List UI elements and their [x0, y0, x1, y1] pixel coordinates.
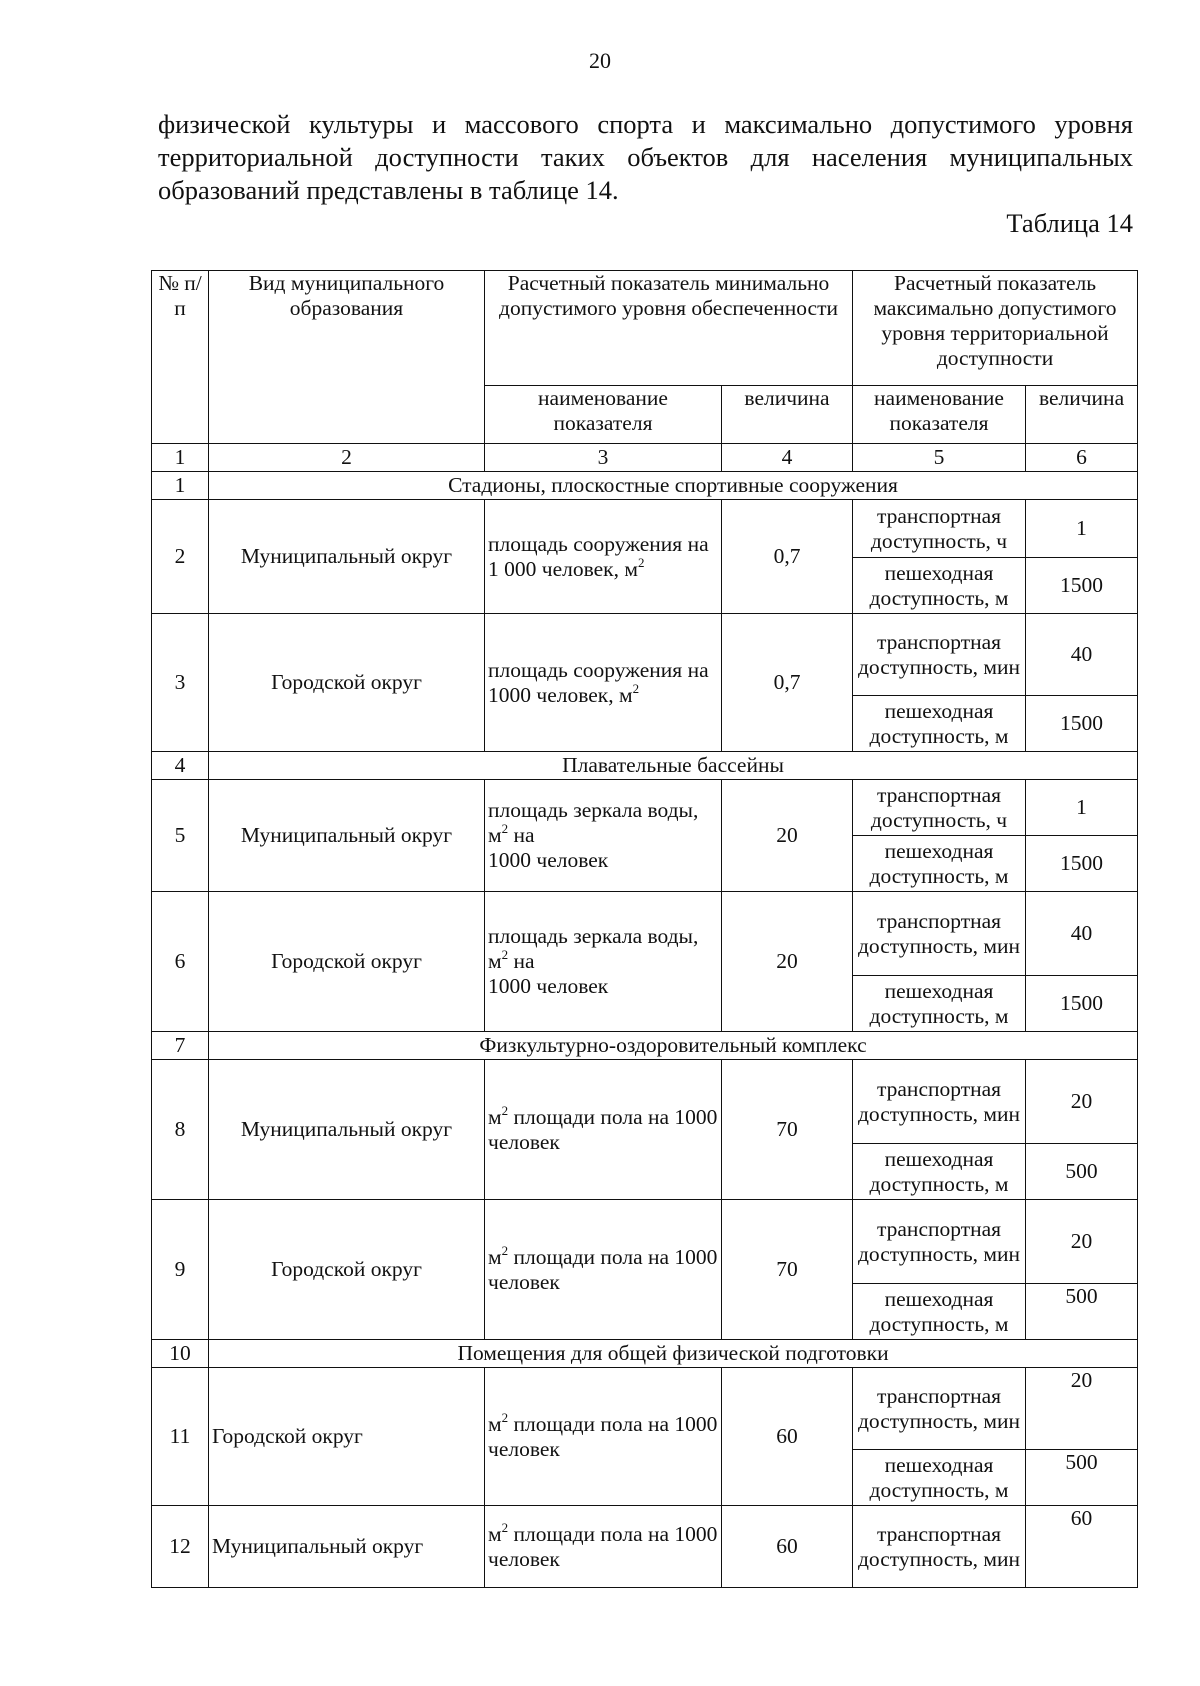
transport-access-value: 1	[1026, 500, 1138, 558]
row-num: 9	[152, 1200, 209, 1340]
row-indicator	[485, 500, 722, 614]
pedestrian-access-value: 500	[1026, 1284, 1138, 1340]
row-kind: Муниципальный округ	[209, 780, 485, 892]
superscript: 2	[501, 1519, 509, 1535]
table-row	[152, 892, 1138, 976]
indicator-text: площадь зеркала воды, м	[488, 924, 699, 973]
row-num: 5	[152, 780, 209, 892]
table-row	[152, 1368, 1138, 1450]
section-title: Плавательные бассейны	[209, 752, 1138, 780]
unit-m: м	[488, 1411, 502, 1436]
row-kind: Муниципальный округ	[209, 500, 485, 614]
pedestrian-access-value: 500	[1026, 1144, 1138, 1200]
table-row	[152, 780, 1138, 836]
pedestrian-access-label: пешеходная доступность, м	[853, 976, 1026, 1032]
header-kind: Вид муниципального образования	[209, 271, 485, 444]
transport-access-value: 1	[1026, 780, 1138, 836]
section-row	[152, 1340, 1138, 1368]
row-value: 0,7	[722, 500, 853, 614]
row-value: 60	[722, 1506, 853, 1588]
row-value: 20	[722, 892, 853, 1032]
header-indicator-value: величина	[722, 386, 853, 444]
header-indicator-name-2: наименование показателя	[853, 386, 1026, 444]
col-number: 3	[485, 444, 722, 472]
indicator-text: площадь сооружения на 1000 человек, м	[488, 657, 709, 707]
superscript: 2	[501, 821, 509, 836]
row-kind: Городской округ	[209, 892, 485, 1032]
header-indicator-value-2: величина	[1026, 386, 1138, 444]
row-indicator	[485, 780, 722, 892]
indicator-text: 1000 человек	[488, 848, 609, 872]
section-num: 1	[152, 472, 209, 500]
unit-m: м	[488, 1104, 502, 1129]
col-number: 2	[209, 444, 485, 472]
row-indicator	[485, 1506, 722, 1588]
superscript: 2	[501, 1242, 509, 1258]
indicator-text: площадь зеркала воды, м	[488, 798, 699, 847]
indicator-text: площади пола на 1000 человек	[488, 1521, 718, 1571]
section-title: Физкультурно-оздоровительный комплекс	[209, 1032, 1138, 1060]
row-num: 8	[152, 1060, 209, 1200]
row-kind: Городской округ	[209, 1368, 485, 1506]
table-row	[152, 500, 1138, 558]
section-title: Помещения для общей физической подготовки	[209, 1340, 1138, 1368]
row-num: 6	[152, 892, 209, 1032]
pedestrian-access-value: 1500	[1026, 976, 1138, 1032]
row-num: 12	[152, 1506, 209, 1588]
transport-access-label: транспортная доступность, мин	[853, 1060, 1026, 1144]
superscript: 2	[501, 947, 509, 962]
pedestrian-access-value: 1500	[1026, 558, 1138, 614]
indicator-text: на	[508, 823, 535, 847]
pedestrian-access-label: пешеходная доступность, м	[853, 696, 1026, 752]
col-number: 6	[1026, 444, 1138, 472]
table-header-row	[152, 271, 1138, 386]
col-number: 4	[722, 444, 853, 472]
column-numbers-row	[152, 444, 1138, 472]
row-value: 20	[722, 780, 853, 892]
transport-access-value: 40	[1026, 614, 1138, 696]
row-value: 0,7	[722, 614, 853, 752]
header-indicator-name: наименование показателя	[485, 386, 722, 444]
section-num: 10	[152, 1340, 209, 1368]
unit-m: м	[488, 1521, 502, 1546]
header-max-group: Расчетный показатель максимально допустимого уровня территориальной доступности	[853, 271, 1138, 386]
transport-access-label: транспортная доступность, мин	[853, 1506, 1026, 1588]
transport-access-value: 20	[1026, 1060, 1138, 1144]
transport-access-label: транспортная доступность, ч	[853, 780, 1026, 836]
header-min-group: Расчетный показатель минимально допустимого уровня обеспеченности	[485, 271, 853, 386]
transport-access-label: транспортная доступность, мин	[853, 892, 1026, 976]
section-row	[152, 752, 1138, 780]
section-num: 7	[152, 1032, 209, 1060]
row-value: 60	[722, 1368, 853, 1506]
pedestrian-access-label: пешеходная доступность, м	[853, 1144, 1026, 1200]
indicator-text: площади пола на 1000 человек	[488, 1411, 718, 1461]
page-number: 20	[589, 48, 611, 73]
pedestrian-access-label: пешеходная доступность, м	[853, 1284, 1026, 1340]
transport-access-label: транспортная доступность, мин	[853, 1368, 1026, 1450]
row-num: 11	[152, 1368, 209, 1506]
transport-access-value: 40	[1026, 892, 1138, 976]
superscript: 2	[501, 1102, 509, 1118]
superscript: 2	[637, 554, 645, 570]
row-kind: Муниципальный округ	[209, 1060, 485, 1200]
row-indicator	[485, 1368, 722, 1506]
norms-table	[151, 270, 1138, 1588]
pedestrian-access-label: пешеходная доступность, м	[853, 836, 1026, 892]
transport-access-label: транспортная доступность, мин	[853, 614, 1026, 696]
indicator-text: площадь сооружения на 1 000 человек, м	[488, 531, 709, 581]
pedestrian-access-label: пешеходная доступность, м	[853, 558, 1026, 614]
row-indicator	[485, 614, 722, 752]
indicator-text: площади пола на 1000 человек	[488, 1104, 718, 1154]
pedestrian-access-value: 500	[1026, 1450, 1138, 1506]
transport-access-value: 60	[1026, 1506, 1138, 1588]
table-row	[152, 614, 1138, 696]
transport-access-value: 20	[1026, 1368, 1138, 1450]
table-row	[152, 1200, 1138, 1284]
row-value: 70	[722, 1200, 853, 1340]
section-row	[152, 1032, 1138, 1060]
transport-access-value: 20	[1026, 1200, 1138, 1284]
section-num: 4	[152, 752, 209, 780]
table-caption: Таблица 14	[1006, 208, 1133, 238]
superscript: 2	[501, 1409, 509, 1425]
row-kind: Городской округ	[209, 614, 485, 752]
transport-access-label: транспортная доступность, ч	[853, 500, 1026, 558]
pedestrian-access-value: 1500	[1026, 836, 1138, 892]
col-number: 1	[152, 444, 209, 472]
row-kind: Городской округ	[209, 1200, 485, 1340]
pedestrian-access-value: 1500	[1026, 696, 1138, 752]
row-indicator	[485, 1200, 722, 1340]
transport-access-label: транспортная доступность, мин	[853, 1200, 1026, 1284]
row-indicator	[485, 1060, 722, 1200]
table-row	[152, 1060, 1138, 1144]
header-num: № п/п	[152, 271, 209, 444]
indicator-text: площади пола на 1000 человек	[488, 1244, 718, 1294]
row-value: 70	[722, 1060, 853, 1200]
row-indicator	[485, 892, 722, 1032]
section-row	[152, 472, 1138, 500]
superscript: 2	[632, 680, 640, 696]
col-number: 5	[853, 444, 1026, 472]
indicator-text: 1000 человек	[488, 974, 609, 998]
unit-m: м	[488, 1244, 502, 1269]
row-num: 2	[152, 500, 209, 614]
indicator-text: на	[508, 949, 535, 973]
intro-paragraph: физической культуры и массового спорта и максимально допустимого уровня территориальной доступности таких объектов для населения муниципальных образований представлены в таблице 14.	[158, 109, 1133, 205]
row-kind: Муниципальный округ	[209, 1506, 485, 1588]
pedestrian-access-label: пешеходная доступность, м	[853, 1450, 1026, 1506]
row-num: 3	[152, 614, 209, 752]
section-title: Стадионы, плоскостные спортивные сооружения	[209, 472, 1138, 500]
table-row	[152, 1506, 1138, 1588]
